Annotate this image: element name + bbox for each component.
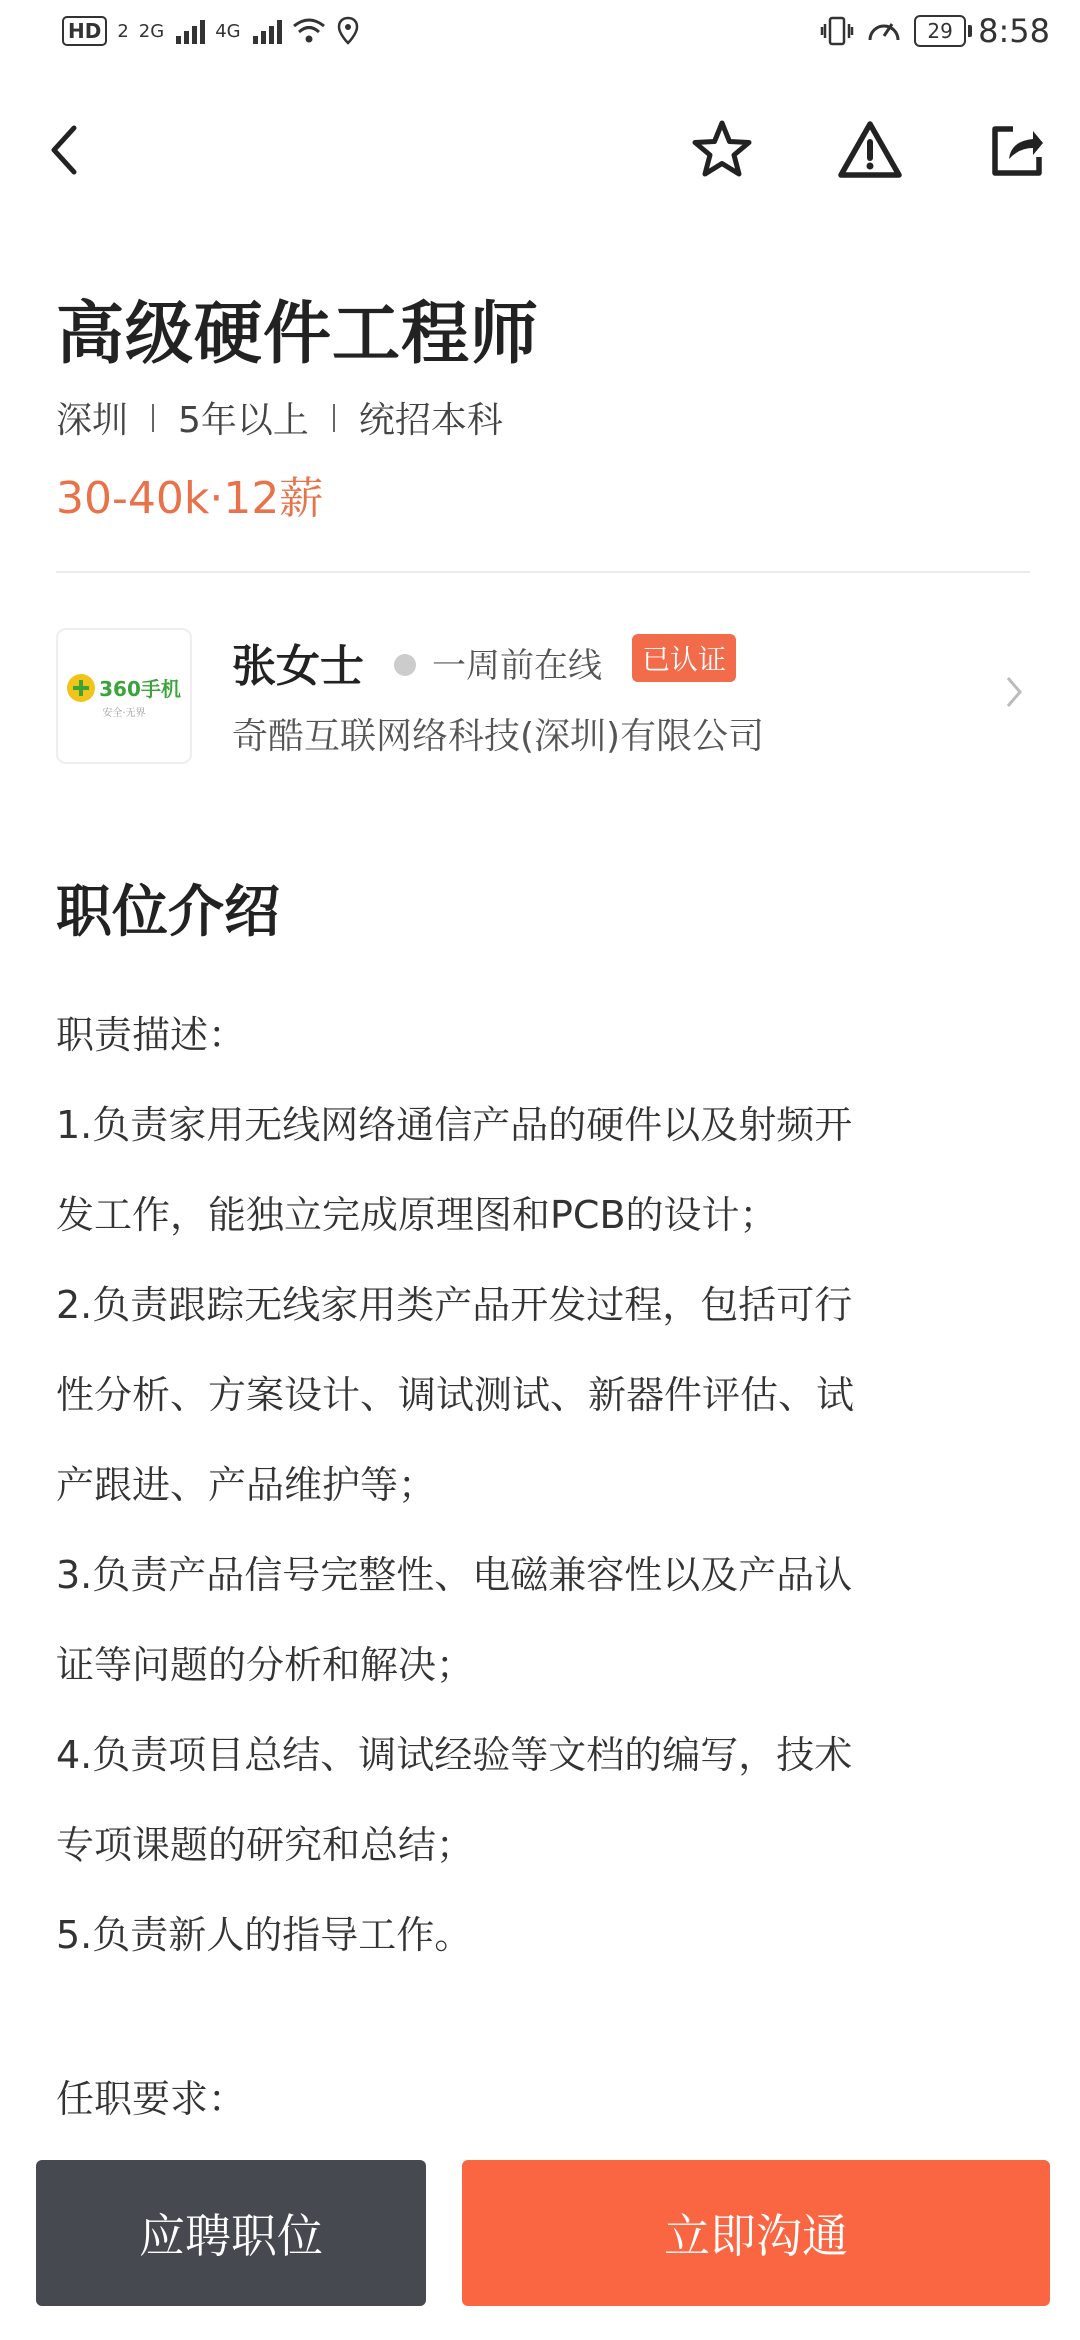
job-description (56, 990, 1016, 1980)
meta-separator (333, 404, 335, 432)
hd-sub: 2 (117, 20, 129, 42)
vibrate-icon (820, 14, 854, 48)
description-line: 证等问题的分析和解决； (56, 1643, 475, 1687)
chat-button[interactable]: 立即沟通 (462, 2160, 1050, 2306)
company-logo (56, 628, 192, 764)
hd-badge: HD (62, 16, 107, 46)
description-line: 发工作，能独立完成原理图和PCB的设计； (56, 1193, 778, 1237)
warning-icon (837, 120, 903, 180)
recruiter-name: 张女士 (232, 641, 364, 692)
apply-button[interactable]: 应聘职位 (36, 2160, 426, 2306)
bottom-action-bar (0, 2130, 1080, 2340)
description-line: 1.负责家用无线网络通信产品的硬件以及射频开 (56, 1103, 853, 1147)
share-icon (989, 121, 1047, 179)
meta-separator (152, 404, 154, 432)
divider (56, 571, 1030, 573)
back-arrow-icon (44, 120, 84, 180)
wifi-icon (292, 17, 326, 45)
verified-badge: 已认证 (632, 634, 736, 682)
speedometer-icon (866, 14, 902, 48)
job-city: 深圳 (56, 400, 129, 441)
recruiter-card[interactable] (56, 624, 1056, 764)
network-2g-label: 2G (138, 20, 165, 42)
report-button[interactable] (830, 110, 910, 190)
signal-icon (176, 18, 205, 44)
logo-plus-icon (67, 674, 95, 702)
job-education: 统招本科 (358, 400, 503, 441)
location-icon (336, 16, 360, 46)
description-line: 性分析、方案设计、调试测试、新器件评估、试 (56, 1373, 855, 1417)
description-line: 4.负责项目总结、调试经验等文档的编写，技术 (56, 1733, 853, 1777)
online-status: 一周前在线 (432, 646, 602, 686)
description-line: 2.负责跟踪无线家用类产品开发过程，包括可行 (56, 1283, 853, 1327)
star-icon (690, 118, 754, 182)
job-meta (56, 392, 503, 443)
chevron-right-icon (1004, 674, 1024, 710)
online-status-dot (394, 654, 416, 676)
signal-icon (253, 18, 282, 44)
battery-icon: 29 (914, 15, 966, 47)
requirements-label: 任职要求： (56, 2077, 247, 2121)
top-nav (0, 90, 1080, 210)
status-right (820, 12, 1050, 50)
favorite-button[interactable] (682, 110, 762, 190)
job-salary: 30-40k·12薪 (56, 473, 324, 524)
company-name: 奇酷互联网络科技(深圳)有限公司 (232, 716, 765, 757)
logo-row (67, 673, 181, 702)
job-experience: 5年以上 (178, 400, 309, 441)
back-button[interactable] (24, 110, 104, 190)
logo-text: 360手机 (99, 677, 181, 701)
description-line: 专项课题的研究和总结； (56, 1823, 475, 1867)
description-line: 产跟进、产品维护等； (56, 1463, 437, 1507)
network-4g-label: 4G (215, 20, 241, 42)
description-line: 5.负责新人的指导工作。 (56, 1913, 473, 1957)
description-line: 3.负责产品信号完整性、电磁兼容性以及产品认 (56, 1553, 853, 1597)
share-button[interactable] (978, 110, 1058, 190)
status-left (62, 16, 360, 46)
logo-subtext: 安全·无界 (102, 708, 146, 719)
job-title: 高级硬件工程师 (56, 295, 540, 374)
description-line: 职责描述： (56, 1013, 247, 1057)
status-bar (0, 0, 1080, 76)
clock: 8:58 (978, 12, 1050, 50)
section-title: 职位介绍 (56, 880, 280, 945)
